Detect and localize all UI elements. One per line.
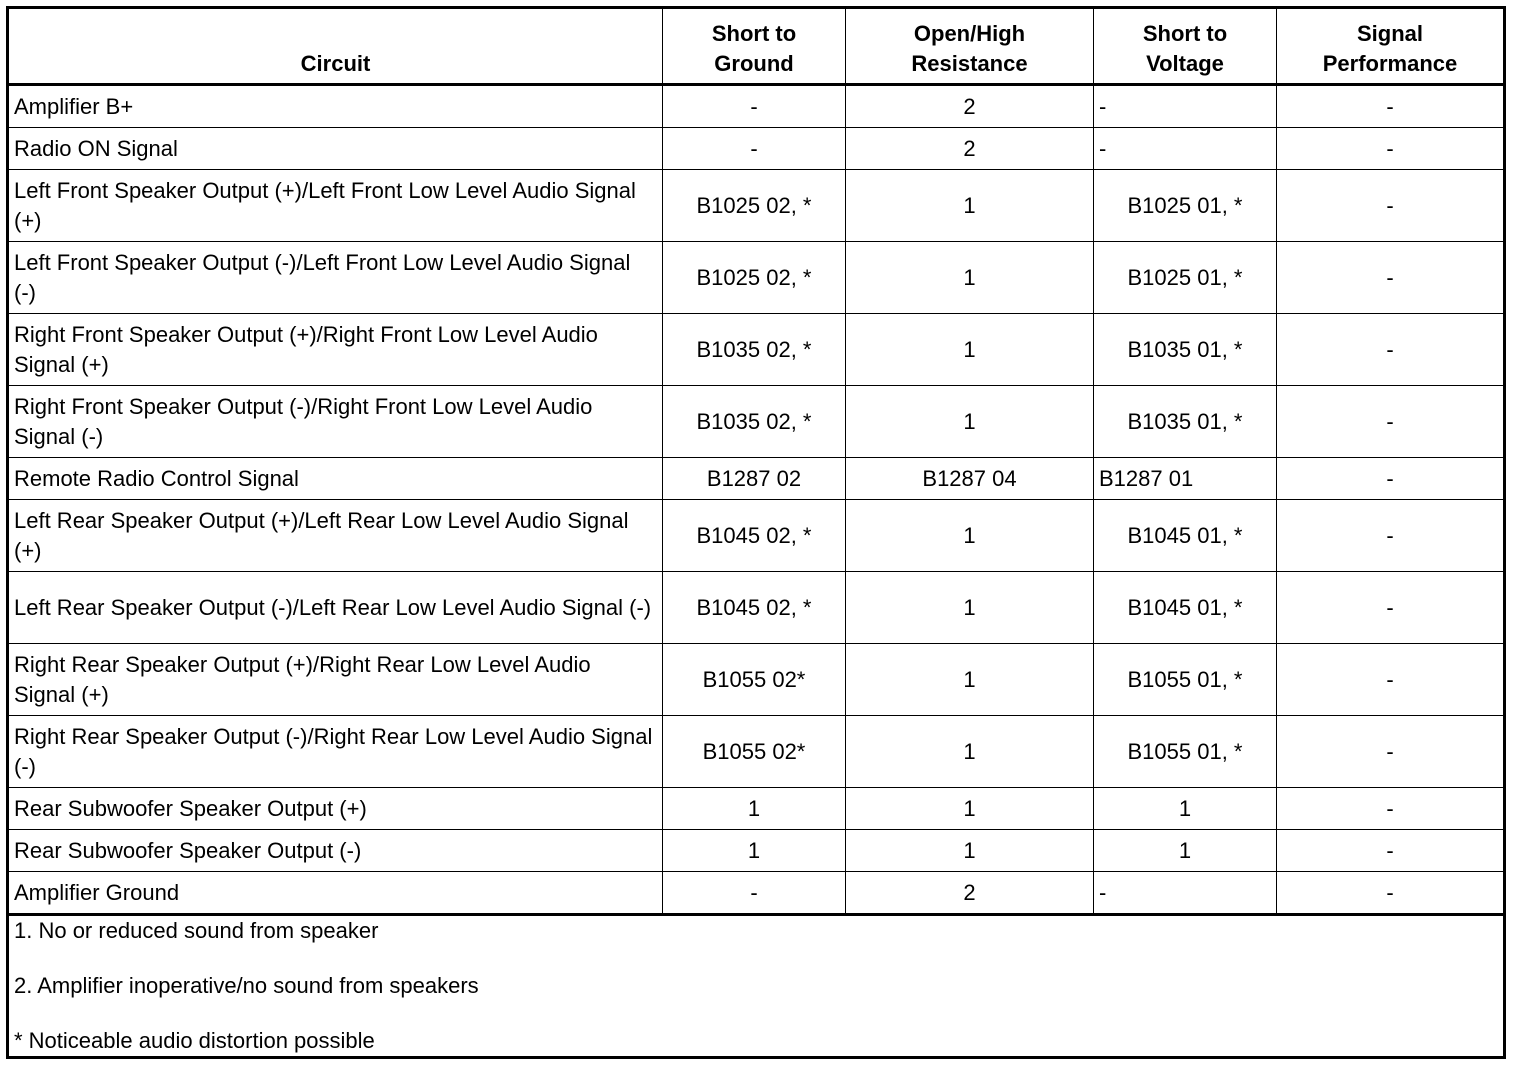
cell-open-high-resistance: 1 (846, 644, 1094, 716)
cell-short-to-voltage: B1035 01, * (1094, 314, 1277, 386)
cell-short-to-voltage: B1055 01, * (1094, 644, 1277, 716)
cell-open-high-resistance: 1 (846, 314, 1094, 386)
cell-short-to-ground: B1035 02, * (663, 314, 846, 386)
circuit-diagnostic-table (6, 6, 1506, 1059)
cell-short-to-ground: 1 (663, 830, 846, 872)
cell-short-to-ground: - (663, 85, 846, 128)
cell-open-high-resistance: 1 (846, 830, 1094, 872)
cell-circuit: Right Front Speaker Output (-)/Right Front Low Level Audio Signal (-) (8, 386, 663, 458)
table-row (8, 458, 1505, 500)
table-row (8, 85, 1505, 128)
table-row (8, 128, 1505, 170)
table-row (8, 716, 1505, 788)
cell-short-to-voltage: B1035 01, * (1094, 386, 1277, 458)
cell-signal-performance: - (1277, 500, 1505, 572)
cell-short-to-voltage: 1 (1094, 830, 1277, 872)
cell-short-to-ground: 1 (663, 788, 846, 830)
cell-circuit: Remote Radio Control Signal (8, 458, 663, 500)
cell-short-to-voltage: B1045 01, * (1094, 572, 1277, 644)
table-row (8, 314, 1505, 386)
table-row (8, 644, 1505, 716)
table-row (8, 242, 1505, 314)
header-open-high-resistance: Open/High Resistance (846, 8, 1094, 85)
cell-short-to-ground: B1035 02, * (663, 386, 846, 458)
cell-open-high-resistance: B1287 04 (846, 458, 1094, 500)
cell-signal-performance: - (1277, 85, 1505, 128)
cell-short-to-voltage: - (1094, 872, 1277, 915)
cell-signal-performance: - (1277, 572, 1505, 644)
cell-open-high-resistance: 1 (846, 500, 1094, 572)
cell-signal-performance: - (1277, 830, 1505, 872)
cell-open-high-resistance: 2 (846, 128, 1094, 170)
cell-signal-performance: - (1277, 872, 1505, 915)
cell-signal-performance: - (1277, 128, 1505, 170)
header-row (8, 8, 1505, 85)
cell-open-high-resistance: 2 (846, 872, 1094, 915)
cell-signal-performance: - (1277, 170, 1505, 242)
table-row (8, 386, 1505, 458)
cell-short-to-voltage: B1055 01, * (1094, 716, 1277, 788)
cell-open-high-resistance: 1 (846, 572, 1094, 644)
cell-signal-performance: - (1277, 788, 1505, 830)
cell-short-to-ground: B1055 02* (663, 716, 846, 788)
cell-signal-performance: - (1277, 716, 1505, 788)
cell-signal-performance: - (1277, 242, 1505, 314)
note-2: 2. Amplifier inoperative/no sound from speakers (14, 973, 479, 998)
cell-short-to-voltage: 1 (1094, 788, 1277, 830)
cell-signal-performance: - (1277, 644, 1505, 716)
cell-short-to-ground: B1025 02, * (663, 170, 846, 242)
table-row (8, 170, 1505, 242)
note-1: 1. No or reduced sound from speaker (14, 918, 379, 943)
table-row (8, 872, 1505, 915)
note-asterisk: * Noticeable audio distortion possible (14, 1028, 375, 1053)
cell-short-to-ground: B1287 02 (663, 458, 846, 500)
cell-circuit: Left Rear Speaker Output (-)/Left Rear Low Level Audio Signal (-) (8, 572, 663, 644)
cell-short-to-voltage: B1045 01, * (1094, 500, 1277, 572)
cell-circuit: Left Front Speaker Output (+)/Left Front Low Level Audio Signal (+) (8, 170, 663, 242)
cell-short-to-voltage: - (1094, 128, 1277, 170)
cell-short-to-ground: - (663, 872, 846, 915)
cell-open-high-resistance: 1 (846, 242, 1094, 314)
notes-row (8, 915, 1505, 1058)
cell-short-to-voltage: B1025 01, * (1094, 170, 1277, 242)
cell-signal-performance: - (1277, 386, 1505, 458)
cell-circuit: Right Rear Speaker Output (-)/Right Rear Low Level Audio Signal (-) (8, 716, 663, 788)
cell-circuit: Rear Subwoofer Speaker Output (+) (8, 788, 663, 830)
cell-circuit: Rear Subwoofer Speaker Output (-) (8, 830, 663, 872)
cell-short-to-ground: B1045 02, * (663, 500, 846, 572)
cell-open-high-resistance: 1 (846, 788, 1094, 830)
cell-open-high-resistance: 2 (846, 85, 1094, 128)
cell-short-to-ground: B1025 02, * (663, 242, 846, 314)
cell-short-to-ground: B1055 02* (663, 644, 846, 716)
header-circuit: Circuit (8, 8, 663, 85)
header-short-to-ground: Short to Ground (663, 8, 846, 85)
cell-short-to-ground: B1045 02, * (663, 572, 846, 644)
cell-circuit: Right Front Speaker Output (+)/Right Front Low Level Audio Signal (+) (8, 314, 663, 386)
table-row (8, 572, 1505, 644)
table-row (8, 500, 1505, 572)
cell-circuit: Amplifier B+ (8, 85, 663, 128)
cell-circuit: Left Front Speaker Output (-)/Left Front Low Level Audio Signal (-) (8, 242, 663, 314)
table-row (8, 788, 1505, 830)
notes-cell (8, 915, 1505, 1058)
cell-short-to-voltage: B1025 01, * (1094, 242, 1277, 314)
cell-open-high-resistance: 1 (846, 386, 1094, 458)
cell-short-to-ground: - (663, 128, 846, 170)
header-signal-performance: Signal Performance (1277, 8, 1505, 85)
cell-signal-performance: - (1277, 314, 1505, 386)
cell-circuit: Radio ON Signal (8, 128, 663, 170)
cell-open-high-resistance: 1 (846, 170, 1094, 242)
cell-short-to-voltage: - (1094, 85, 1277, 128)
table-row (8, 830, 1505, 872)
cell-circuit: Right Rear Speaker Output (+)/Right Rear Low Level Audio Signal (+) (8, 644, 663, 716)
cell-circuit: Left Rear Speaker Output (+)/Left Rear Low Level Audio Signal (+) (8, 500, 663, 572)
cell-circuit: Amplifier Ground (8, 872, 663, 915)
cell-open-high-resistance: 1 (846, 716, 1094, 788)
cell-short-to-voltage: B1287 01 (1094, 458, 1277, 500)
cell-signal-performance: - (1277, 458, 1505, 500)
header-short-to-voltage: Short to Voltage (1094, 8, 1277, 85)
